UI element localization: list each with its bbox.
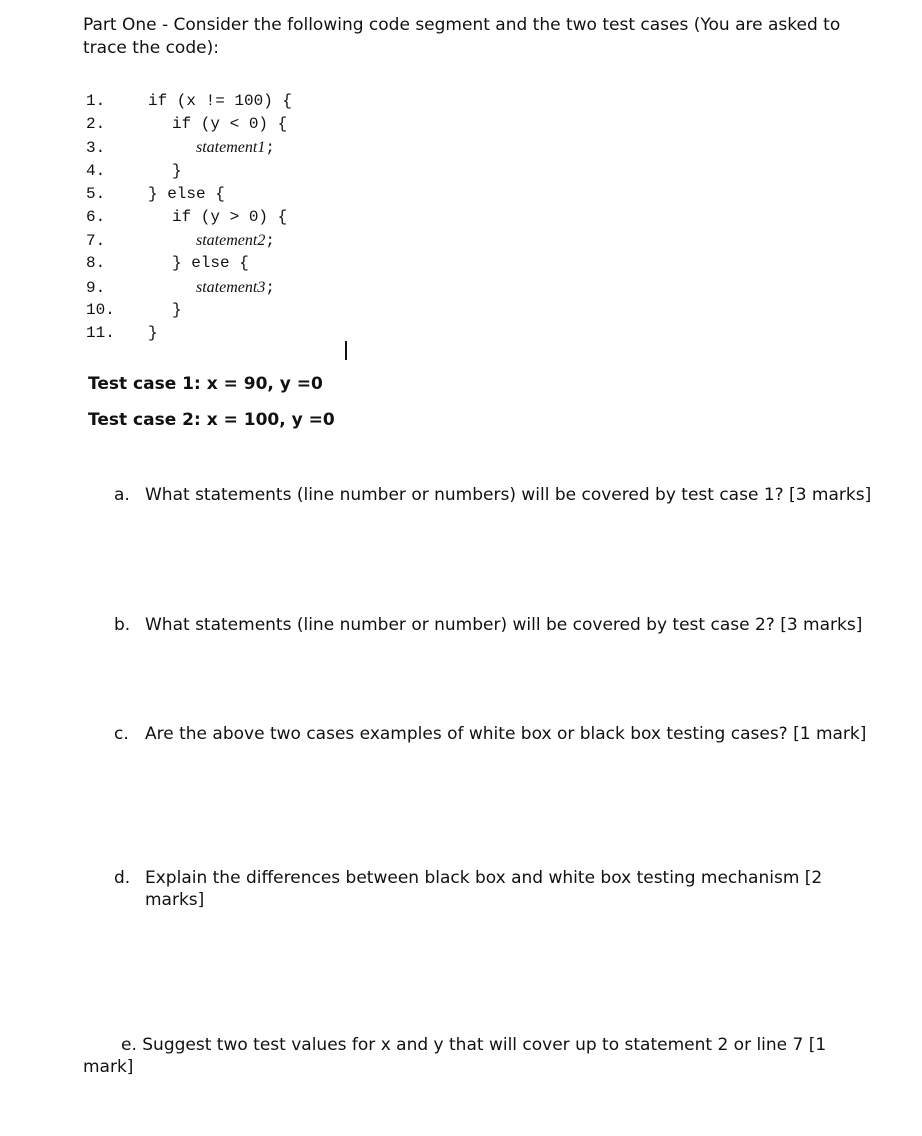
question-text: What statements (line number or number) will be covered by test case 2? [3 marks]	[145, 615, 863, 635]
code-line: 7. statement2;	[86, 229, 275, 252]
line-number: 8.	[86, 254, 106, 273]
line-number: 4.	[86, 161, 106, 180]
code-text: } else {	[172, 254, 249, 273]
line-number: 7.	[86, 232, 106, 251]
line-number: 5.	[86, 184, 106, 203]
question-text: What statements (line number or numbers) will be covered by test case 1? [3 marks]	[145, 485, 872, 505]
code-line	[86, 299, 182, 322]
question-e: e. Suggest two test values for x and y that will cover up to statement 2 or line 7 [1 mark]	[83, 1035, 827, 1077]
text-cursor	[345, 341, 347, 360]
code-line	[86, 206, 287, 229]
question-a	[114, 484, 874, 506]
line-number: 2.	[86, 115, 106, 134]
code-line: 9. statement3;	[86, 276, 275, 299]
line-number: 10.	[86, 300, 115, 319]
code-line	[86, 113, 287, 136]
code-line	[86, 183, 225, 206]
statement-text: statement2	[196, 232, 266, 250]
line-number: 11.	[86, 324, 115, 342]
code-text: } else {	[148, 184, 225, 203]
code-line	[86, 160, 182, 183]
code-line	[86, 252, 249, 275]
question-label: c.	[114, 724, 129, 744]
test-case-1: Test case 1: x = 90, y =0	[88, 374, 323, 394]
test-case-2: Test case 2: x = 100, y =0	[88, 410, 335, 430]
code-line	[86, 90, 292, 113]
code-text: if (x != 100) {	[148, 92, 293, 110]
code-text: }	[172, 300, 182, 319]
code-block	[86, 90, 386, 350]
statement-text: statement3	[196, 278, 266, 296]
question-b	[114, 614, 874, 636]
question-d	[114, 867, 874, 911]
line-number: 3.	[86, 139, 106, 158]
question-text: Are the above two cases examples of white box or black box testing cases? [1 mark]	[145, 724, 867, 744]
code-line: 3. statement1;	[86, 136, 275, 159]
code-text: }	[172, 161, 182, 180]
question-text: Explain the differences between black box and white box testing mechanism [2 marks]	[145, 868, 823, 910]
question-label: b.	[114, 615, 131, 635]
line-number: 1.	[86, 92, 106, 110]
line-number: 9.	[86, 278, 106, 297]
question-label: d.	[114, 868, 131, 888]
statement-text: statement1	[196, 139, 266, 157]
line-number: 6.	[86, 208, 106, 226]
code-text: if (y < 0) {	[172, 115, 288, 134]
question-label: a.	[114, 485, 130, 505]
question-c	[114, 723, 874, 745]
intro-paragraph: Part One - Consider the following code segment and the two test cases (You are asked to trace the code):	[83, 15, 841, 58]
code-text: if (y > 0) {	[172, 208, 288, 226]
code-text: }	[148, 324, 158, 342]
code-line	[86, 322, 158, 345]
